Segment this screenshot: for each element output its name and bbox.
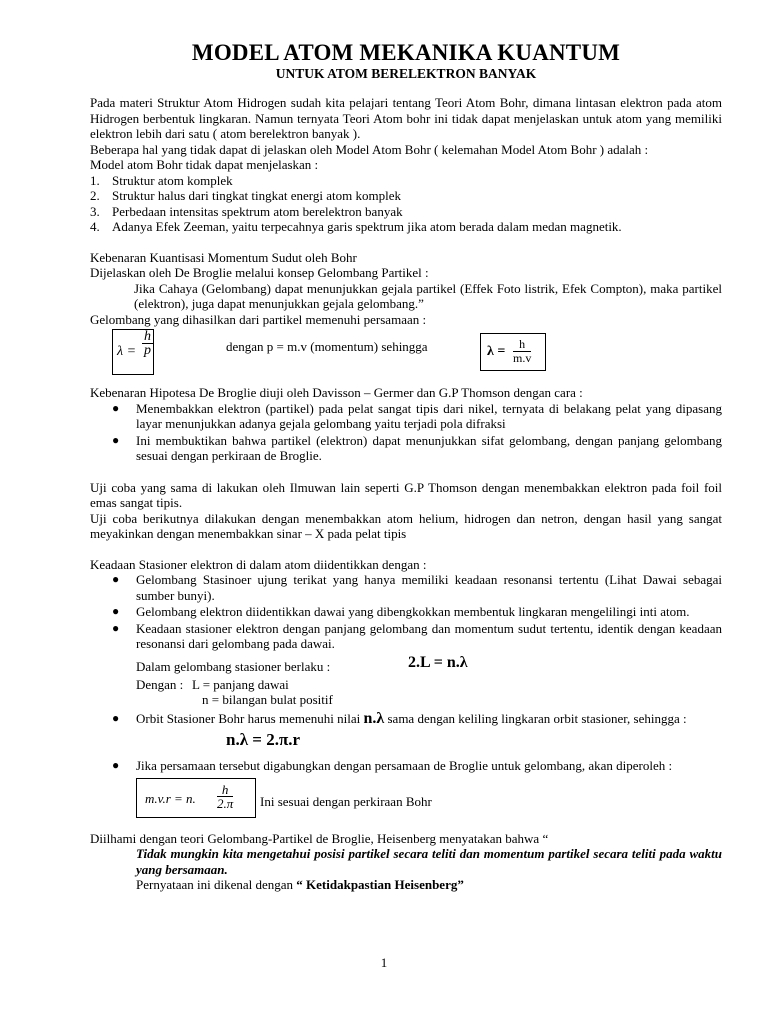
- list-item: ● Gelombang Stasinoer ujung terikat yang hanya memiliki keadaan resonansi tertentu (Lihat Dawai sebagai sumber bunyi).: [112, 572, 722, 603]
- equation-lambda-h-mv: λ = $\frac{h}{m.v}$: [480, 333, 546, 371]
- list-item: ● Menembakkan elektron (partikel) pada pelat sangat tipis dari nikel, ternyata di belakang pelat yang dipasang layar menunjukkan adanya gejala gelombang yaitu terjadi pola difraksi: [112, 400, 722, 431]
- list-item: 3. Perbedaan intensitas spektrum atom berelektron banyak: [90, 203, 403, 219]
- list-item: 2. Struktur halus dari tingkat tingkat energi atom komplek: [90, 188, 401, 203]
- list-item: ● Jika persamaan tersebut digabungkan dengan persamaan de Broglie untuk gelombang, akan diperoleh : m.v.r = n. $\frac{h}{2.\pi}$ Ini sesuai dengan perkiraan Bohr: [90, 758, 722, 822]
- de-broglie-line: Dijelaskan oleh De Broglie melalui konsep Gelombang Partikel :: [90, 265, 429, 280]
- stasioner-equation-row: Dalam gelombang stasioner berlaku : 2.L = n.λ: [136, 653, 468, 674]
- dengan-block: Dengan : L = panjang dawai n = bilangan bulat positif: [136, 676, 333, 707]
- list-item: 1. Struktur atom komplek: [90, 172, 233, 188]
- stasioner-list: [90, 572, 722, 822]
- davisson-list: [90, 401, 722, 464]
- page-number: 1: [380, 955, 388, 970]
- de-broglie-quote: Jika Cahaya (Gelombang) dapat menunjukkan gejala partikel (Effek Foto listrik, Efek Compton), maka partikel (elektron), juga dapat menunjukkan gejala gelombang.”: [134, 280, 722, 311]
- orbit-equation: n.λ = 2.π.r: [226, 730, 301, 749]
- equation-mid-text: dengan p = m.v (momentum) sehingga: [226, 339, 428, 354]
- thomson-paragraph: Uji coba yang sama di lakukan oleh Ilmuwan lain seperti G.P Thomson dengan menembakkan elektron pada foil foil emas sangat tipis.: [90, 479, 722, 510]
- heisenberg-known: Pernyataan ini dikenal dengan “ Ketidakpastian Heisenberg”: [136, 877, 464, 892]
- equation-row: [90, 327, 722, 377]
- stasioner-equation: 2.L = n.λ: [408, 653, 468, 671]
- list-item: ● Keadaan stasioner elektron dengan panjang gelombang dan momentum sudut tertentu, identik dengan keadaan resonansi dari gelombang pada dawai. Dalam gelombang stasioner berlaku : 2.L = n.λ Dengan : L = panjang dawai n = bilangan bulat positif: [112, 620, 722, 707]
- list-item: ● Gelombang elektron diidentikkan dawai yang dibengkokkan membentuk lingkaran mengelilingi inti atom.: [112, 604, 690, 619]
- section-heading-kuantisasi: Kebenaran Kuantisasi Momentum Sudut oleh Bohr: [90, 249, 357, 265]
- intro-paragraph: Pada materi Struktur Atom Hidrogen sudah kita pelajari tentang Teori Atom Bohr, dimana lintasan elektron pada atom Hidrogen berbentuk lingkaran. Namun ternyata Teori Atom bohr ini tidak dapat menjelaskan untuk atom yang memiliki elektron lebih dari satu ( atom berelektron banyak ).: [90, 95, 722, 141]
- heisenberg-intro: Diilhami dengan teori Gelombang-Partikel de Broglie, Heisenberg menyatakan bahwa “: [90, 830, 549, 846]
- weakness-intro: Beberapa hal yang tidak dapat di jelaskan oleh Model Atom Bohr ( kelemahan Model Atom Bohr ) adalah :: [90, 141, 649, 157]
- helium-paragraph: Uji coba berikutnya dilakukan dengan menembakkan atom helium, hidrogen dan netron, dengan hasil yang sangat meyakinkan dengan menembakkan sinar – X pada pelat tipis: [90, 510, 722, 541]
- list-item: ● Ini membuktikan bahwa partikel (elektron) dapat menunjukkan sifat gelombang, dengan panjang gelombang sesuai dengan perkiraan de Broglie.: [112, 432, 722, 463]
- document-page: [90, 40, 722, 893]
- equation-lambda-h-p: λ = $\frac{h}{p}$: [112, 329, 154, 375]
- list-item: ● Orbit Stasioner Bohr harus memenuhi nilai n.λ sama dengan keliling lingkaran orbit stasioner, sehingga : n.λ = 2.π.r: [90, 711, 722, 755]
- section-heading-davisson: Kebenaran Hipotesa De Broglie diuji oleh Davisson – Germer dan G.P Thomson dengan cara :: [90, 385, 583, 400]
- page-subtitle: UNTUK ATOM BERELEKTRON BANYAK: [275, 66, 537, 81]
- heisenberg-quote: Tidak mungkin kita mengetahui posisi partikel secara teliti dan momentum partikel secara teliti pada waktu yang bersamaan.: [136, 846, 722, 877]
- equation-mvr: m.v.r = n. $\frac{h}{2.\pi}$: [136, 778, 256, 818]
- bohr-equation-row: m.v.r = n. $\frac{h}{2.\pi}$ Ini sesuai dengan perkiraan Bohr: [136, 778, 722, 822]
- cannot-explain: Model atom Bohr tidak dapat menjelaskan :: [90, 157, 319, 172]
- section-heading-stasioner: Keadaan Stasioner elektron di dalam atom diidentikkan dengan :: [90, 556, 427, 572]
- wave-equation-line: Gelombang yang dihasilkan dari partikel memenuhi persamaan :: [90, 311, 427, 327]
- list-item: 4. Adanya Efek Zeeman, yaitu terpecahnya garis spektrum jika atom berada dalam medan magnetik.: [90, 219, 622, 234]
- page-title: MODEL ATOM MEKANIKA KUANTUM: [191, 40, 621, 65]
- weakness-list: [90, 173, 722, 235]
